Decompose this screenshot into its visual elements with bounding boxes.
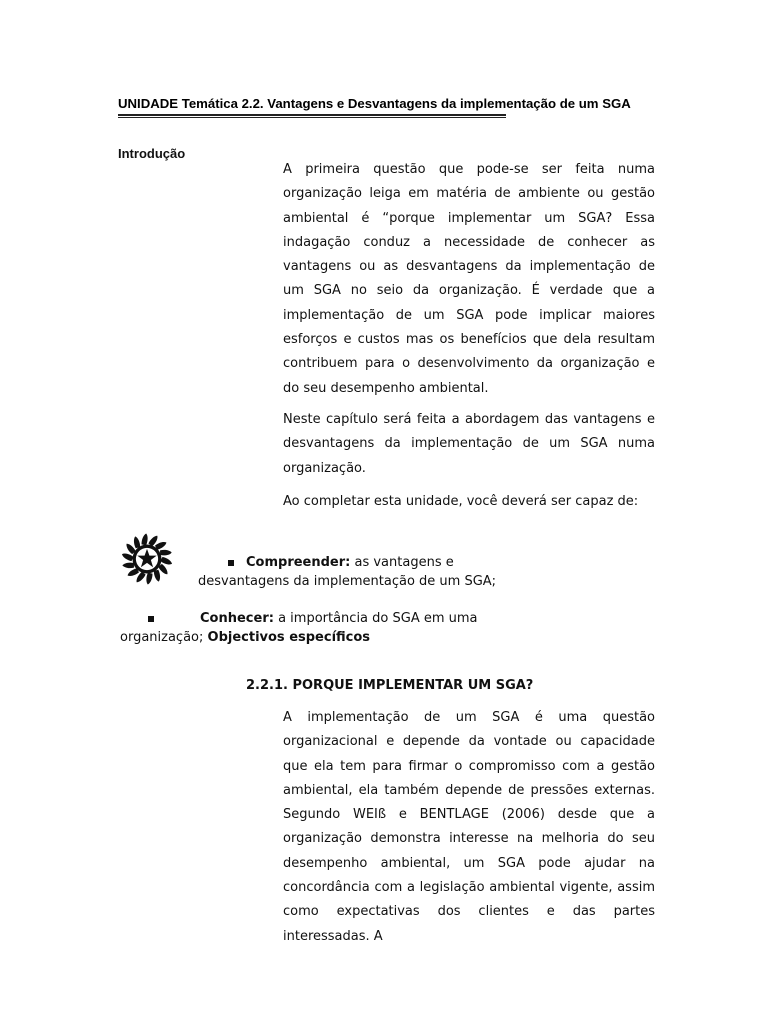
objective-text-continued: organização; (120, 630, 208, 645)
title-underline (118, 114, 506, 118)
intro-heading: Introdução (118, 146, 186, 161)
objective-item-understand (198, 553, 498, 591)
intro-paragraph-2: Neste capítulo será feita a abordagem das vantagens e desvantagens da implementação de um SGA numa organização. (283, 412, 655, 476)
objective-item-know (120, 609, 500, 647)
objective-label: Compreender: (246, 555, 351, 570)
intro-paragraph-1: A primeira questão que pode-se ser feita numa organização leiga em matéria de ambiente ou gestão ambiental é “porque implementar um SGA? Essa indagação conduz a necessidade de conhecer as vantagens ou as desvantagens da implementação de um SGA no seio da organização. É verdade que a implementação de um SGA pode implicar maiores esforços e custos mas os benefícios que dela resultam contribuem para o desenvolvimento da organização e do seu desempenho ambiental. (283, 162, 655, 396)
sun-star-emblem-icon (118, 530, 176, 588)
square-bullet-icon (148, 616, 154, 622)
objective-label: Conhecer: (200, 611, 274, 626)
document-title: UNIDADE Temática 2.2. Vantagens e Desvantagens da implementação de um SGA (118, 96, 631, 111)
objectives-margin-label: Objectivos específicos (207, 630, 371, 645)
objective-text: a importância do SGA em uma (273, 611, 478, 626)
section-heading: 2.2.1. PORQUE IMPLEMENTAR UM SGA? (246, 678, 534, 693)
intro-paragraph-3: Ao completar esta unidade, você deverá ser capaz de: (283, 494, 639, 509)
section-paragraph: A implementação de um SGA é uma questão organizacional e depende da vontade ou capacidade que ela tem para firmar o compromisso com a gestão ambiental, ela também depende de pressões externas. Segundo WEIß e BENTLAGE (2006) desde que a organização demonstra interesse na melhoria do seu desempenho ambiental, um SGA pode ajudar na concordância com a legislação ambiental vigente, assim como expectativas dos clientes e das partes interessadas. A (283, 710, 655, 944)
objective-text-continued: desvantagens da implementação de um SGA; (198, 574, 497, 589)
square-bullet-icon (228, 560, 234, 566)
objective-text: as vantagens e (350, 555, 454, 570)
